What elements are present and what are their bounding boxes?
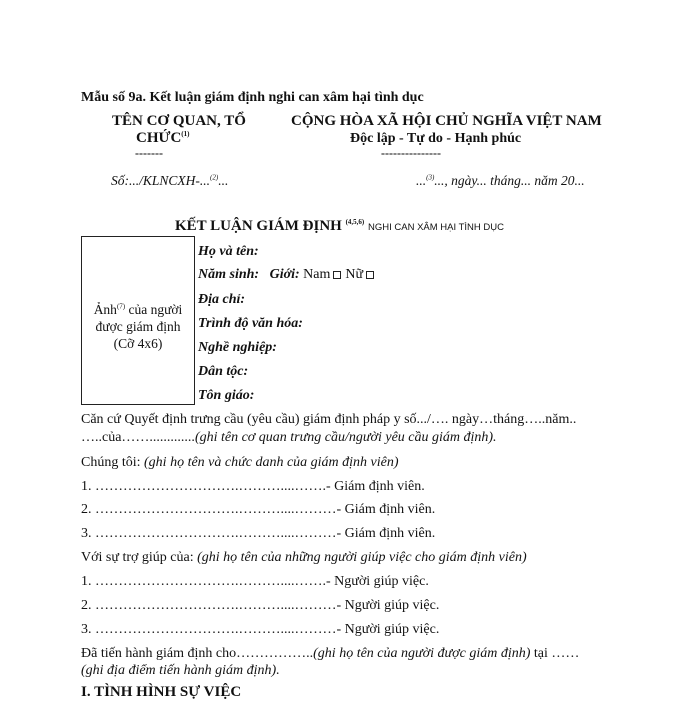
motto-rule: --------------- bbox=[381, 146, 441, 160]
section-heading: I. TÌNH HÌNH SỰ VIỆC bbox=[81, 684, 242, 700]
examiner-line: 1. ………………………….………....…….- Giám định viên. bbox=[81, 479, 425, 494]
document-title: KẾT LUẬN GIÁM ĐỊNH $^{(4,5,6)}$ NGHI CAN XÂM HẠI TÌNH DỤC bbox=[175, 218, 505, 234]
basis-line2: …..của…….............(ghi tên cơ quan trưng cầu/người yêu cầu giám định). bbox=[81, 430, 497, 445]
field-education: Trình độ văn hóa: bbox=[198, 316, 303, 331]
female-checkbox[interactable] bbox=[366, 271, 374, 279]
male-checkbox[interactable] bbox=[333, 271, 341, 279]
conduct-line2: (ghi địa điểm tiến hành giám định). bbox=[81, 663, 280, 678]
field-occupation: Nghề nghiệp: bbox=[198, 340, 277, 355]
examiner-line: 2. ………………………….………....………- Giám định viên. bbox=[81, 502, 436, 517]
place-date: ...$^{(3)}$..., ngày... tháng... năm 20... bbox=[416, 173, 585, 188]
national-motto: Độc lập - Tự do - Hạnh phúc bbox=[350, 131, 522, 146]
field-birth-gender: Năm sinh: Giới: Nam Nữ bbox=[198, 267, 378, 283]
assistant-line: 3. ………………………….………....………- Người giúp việc. bbox=[81, 622, 440, 637]
basis-line1: Căn cứ Quyết định trưng cầu (yêu cầu) giám định pháp y số.../…. ngày…tháng…..năm.. bbox=[81, 412, 577, 427]
examiners-intro: Chúng tôi: (ghi họ tên và chức danh của giám định viên) bbox=[81, 455, 399, 470]
agency-rule: ------- bbox=[135, 146, 163, 160]
agency-name-line2: CHỨC$^{(1)}$ bbox=[136, 130, 190, 146]
conduct-line1: Đã tiến hành giám định cho……………..(ghi họ tên của người được giám định) tại …… bbox=[81, 646, 580, 661]
field-religion: Tôn giáo: bbox=[198, 388, 255, 403]
agency-name-line1: TÊN CƠ QUAN, TỔ bbox=[112, 113, 246, 129]
field-address: Địa chỉ: bbox=[198, 292, 246, 307]
form-title: Mẫu số 9a. Kết luận giám định nghi can xâm hại tình dục bbox=[81, 90, 424, 105]
field-ethnicity: Dân tộc: bbox=[198, 364, 249, 379]
document-number: Số:.../KLNCXH-...$^{(2)}$... bbox=[111, 173, 229, 188]
field-name: Họ và tên: bbox=[198, 244, 259, 259]
photo-caption: Ảnh$^{(7)}$ của người được giám định (Cỡ 4x6) bbox=[93, 302, 183, 351]
examiner-line: 3. ………………………….………....………- Giám định viên. bbox=[81, 526, 436, 541]
assistants-intro: Với sự trợ giúp của: (ghi họ tên của những người giúp việc cho giám định viên) bbox=[81, 550, 527, 565]
assistant-line: 2. ………………………….………....………- Người giúp việc. bbox=[81, 598, 440, 613]
national-title: CỘNG HÒA XÃ HỘI CHỦ NGHĨA VIỆT NAM bbox=[291, 113, 602, 129]
assistant-line: 1. ………………………….………....…….- Người giúp việc. bbox=[81, 574, 429, 589]
photo-placeholder bbox=[81, 236, 195, 405]
